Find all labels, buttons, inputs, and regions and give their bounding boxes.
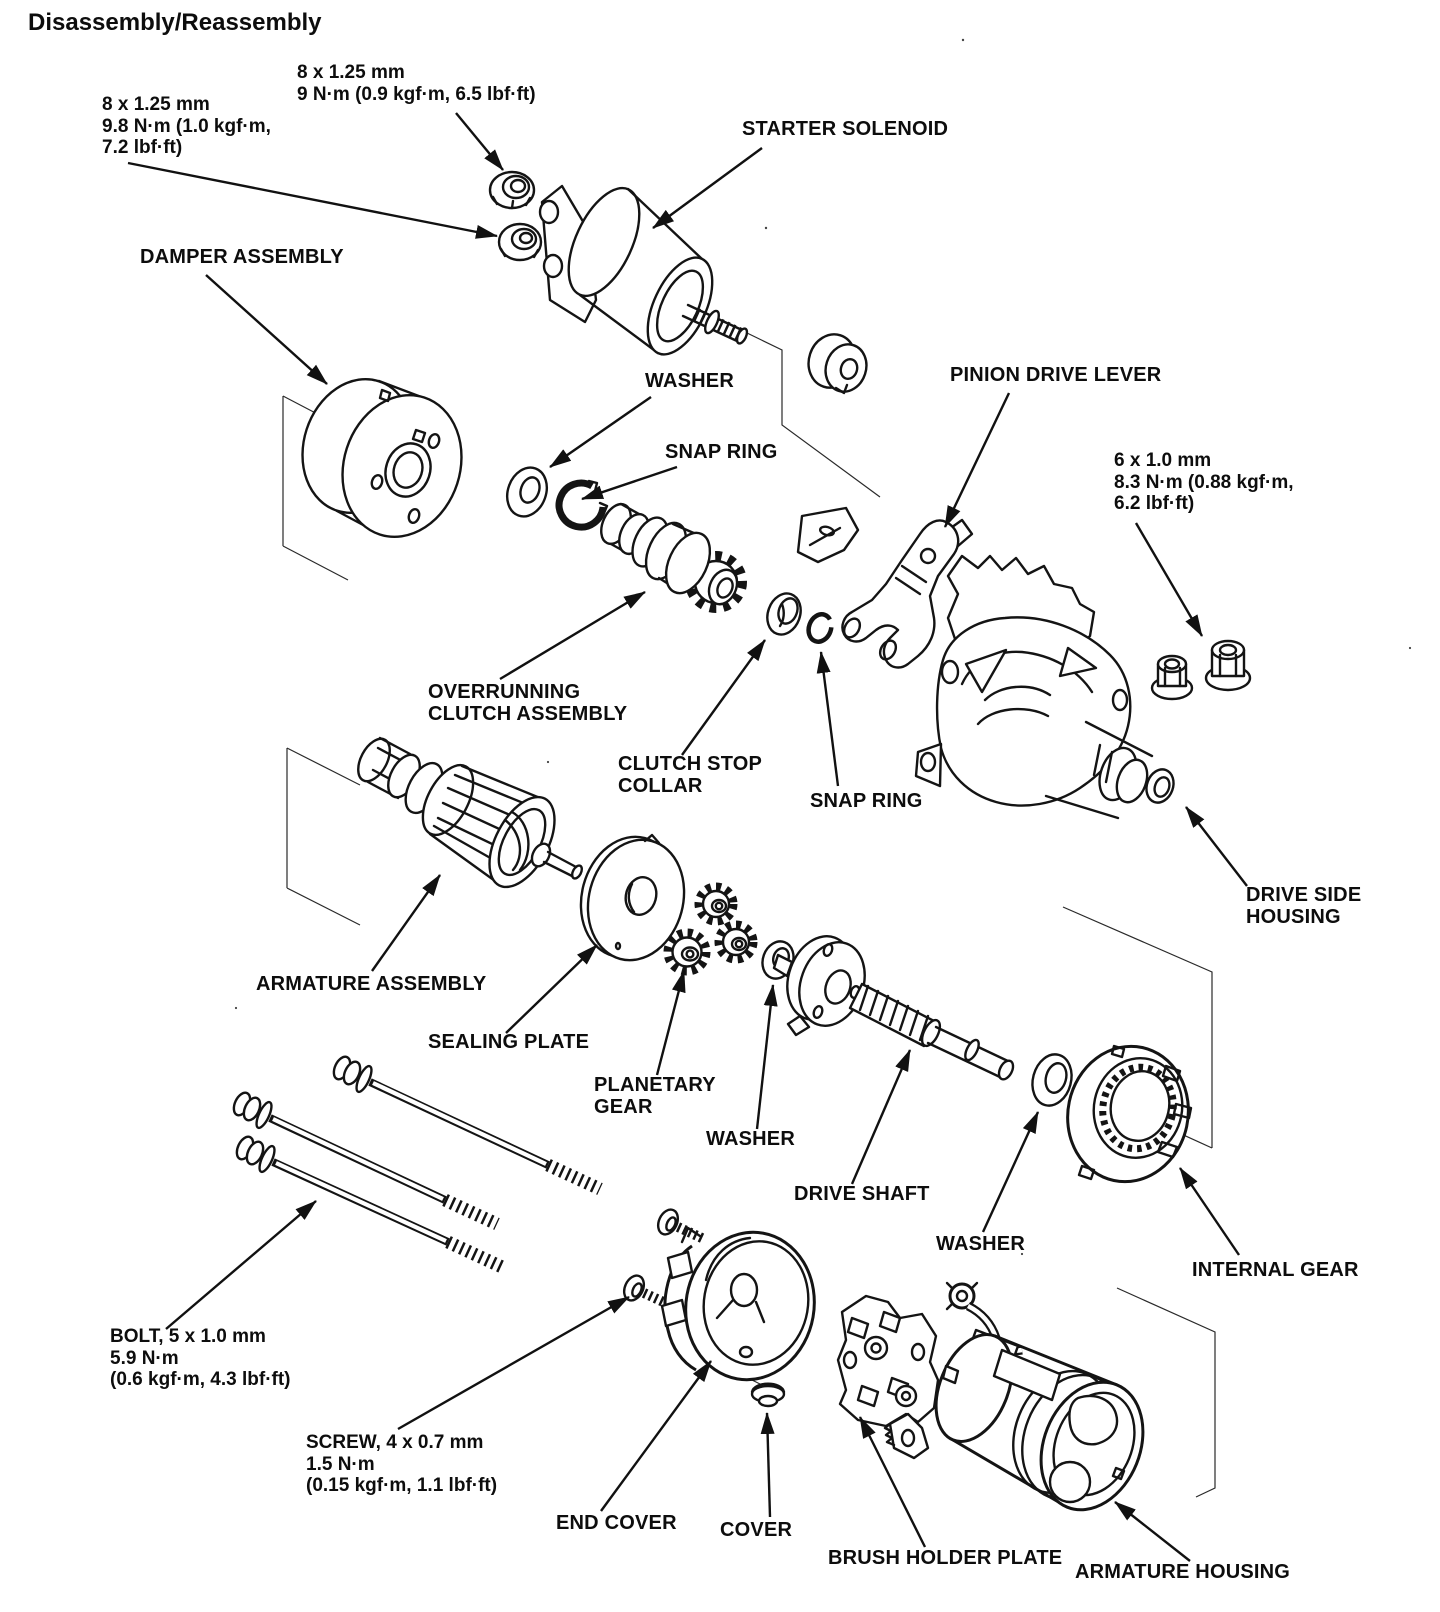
- label-line: 9 N·m (0.9 kgf·m, 6.5 lbf·ft): [297, 83, 536, 105]
- label-line: COLLAR: [618, 775, 703, 797]
- label-pinion-drive-lever: PINION DRIVE LEVER: [950, 364, 1162, 386]
- part-drive-shaft: [774, 927, 1016, 1082]
- label-line: DRIVE SIDE: [1246, 884, 1362, 906]
- label-snap-ring-front: SNAP RING: [665, 441, 778, 463]
- label-line: 6 x 1.0 mm: [1114, 450, 1212, 471]
- part-lever-cushion: [798, 508, 858, 562]
- label-sealing-plate: SEALING PLATE: [428, 1031, 590, 1053]
- part-solenoid-mounting-nuts: [490, 172, 541, 260]
- label-bolt-torque: [110, 1326, 291, 1391]
- page-title: Disassembly/Reassembly: [28, 9, 322, 36]
- label-washer-planetary: WASHER: [706, 1128, 795, 1150]
- label-internal-gear: INTERNAL GEAR: [1192, 1259, 1359, 1281]
- part-end-cover: [662, 1222, 826, 1390]
- label-line: CLUTCH STOP: [618, 753, 763, 775]
- part-cover: [752, 1384, 784, 1406]
- label-line: 8 x 1.25 mm: [102, 94, 210, 115]
- label-planetary-gear: [594, 1074, 716, 1118]
- label-line: 1.5 N·m: [306, 1453, 375, 1475]
- label-line: 8 x 1.25 mm: [297, 62, 405, 83]
- part-snap-ring-front: [559, 481, 607, 527]
- label-armature-housing: ARMATURE HOUSING: [1075, 1561, 1291, 1583]
- label-drive-side-housing: [1246, 884, 1361, 928]
- label-clutch-stop-collar: [618, 753, 762, 797]
- label-line: PLANETARY: [594, 1074, 716, 1096]
- label-screw-torque: [306, 1432, 497, 1497]
- label-cover: COVER: [720, 1519, 793, 1541]
- label-starter-solenoid: STARTER SOLENOID: [742, 118, 949, 140]
- part-starter-solenoid: [540, 178, 749, 365]
- part-snap-ring-collar: [805, 611, 835, 645]
- label-washer-shaft: WASHER: [936, 1233, 1025, 1255]
- part-clutch-stop-collar: [762, 589, 806, 639]
- label-end-cover: END COVER: [556, 1512, 677, 1534]
- part-washer-front: [501, 462, 554, 522]
- part-damper-assembly: [286, 365, 480, 553]
- label-line: (0.15 kgf·m, 1.1 lbf·ft): [306, 1475, 498, 1496]
- label-line: GEAR: [594, 1096, 653, 1118]
- label-snap-ring-collar: SNAP RING: [810, 790, 923, 812]
- label-washer-solenoid: WASHER: [645, 370, 734, 392]
- label-line: 6.2 lbf·ft): [1114, 493, 1195, 514]
- part-brush-holder-plate: [838, 1296, 938, 1426]
- part-armature-assembly: [352, 734, 584, 898]
- label-housing-nut-torque: [1114, 450, 1294, 515]
- label-line: SCREW, 4 x 0.7 mm: [306, 1432, 484, 1453]
- label-damper-assembly: DAMPER ASSEMBLY: [140, 246, 344, 268]
- label-line: CLUTCH ASSEMBLY: [428, 703, 628, 725]
- label-line: 5.9 N·m: [110, 1347, 179, 1369]
- label-line: (0.6 kgf·m, 4.3 lbf·ft): [110, 1369, 291, 1390]
- label-line: 8.3 N·m (0.88 kgf·m,: [1114, 471, 1294, 493]
- part-internal-gear: [1055, 1035, 1201, 1193]
- label-line: BOLT, 5 x 1.0 mm: [110, 1326, 266, 1347]
- part-drive-side-housing: [916, 556, 1178, 818]
- part-solenoid-cap: [802, 328, 873, 397]
- label-armature-assembly: ARMATURE ASSEMBLY: [256, 973, 487, 995]
- label-terminal-nut-torque: [102, 94, 271, 159]
- label-overrunning-clutch: [428, 681, 627, 725]
- part-through-bolts: [231, 1054, 600, 1267]
- part-housing-nuts: [1152, 641, 1250, 699]
- label-drive-shaft: DRIVE SHAFT: [794, 1183, 930, 1205]
- label-brush-holder-plate: BRUSH HOLDER PLATE: [828, 1547, 1063, 1569]
- label-line: 7.2 lbf·ft): [102, 137, 183, 158]
- label-line: HOUSING: [1246, 906, 1341, 928]
- label-line: 9.8 N·m (1.0 kgf·m,: [102, 115, 271, 137]
- part-overrunning-clutch: [595, 499, 742, 608]
- label-solenoid-nut-torque: [297, 62, 536, 105]
- label-line: OVERRUNNING: [428, 681, 581, 703]
